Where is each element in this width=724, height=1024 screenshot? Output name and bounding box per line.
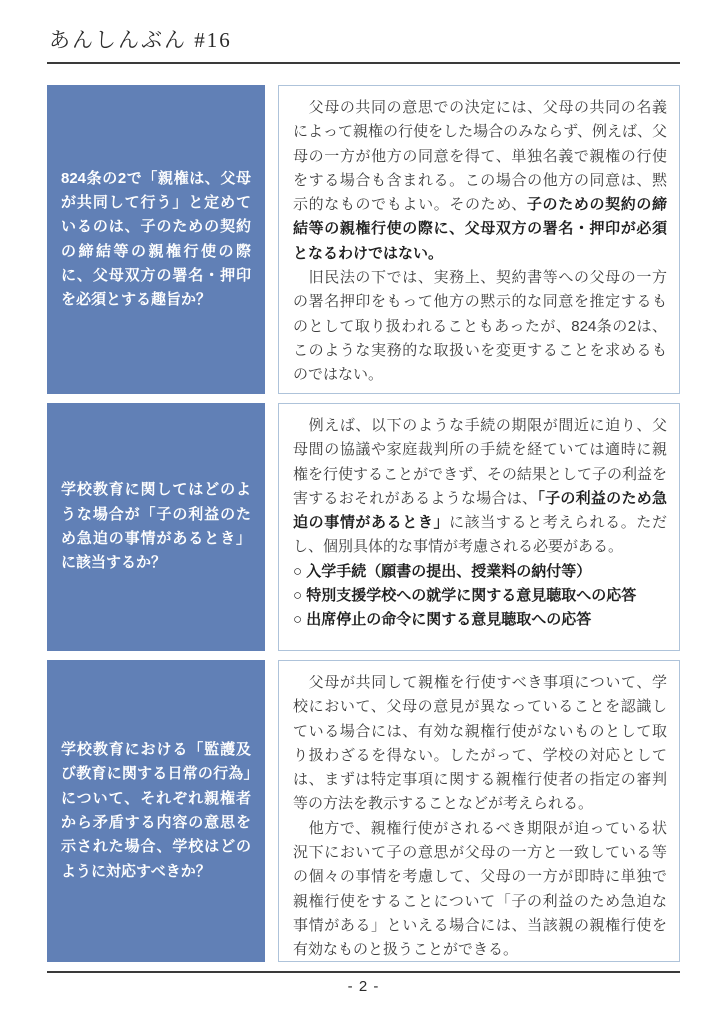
page-footer	[47, 971, 680, 995]
qa-row-3	[47, 660, 680, 962]
answer-paragraph	[293, 414, 667, 560]
answer-text: に該当すると考えられる。ただし、個別具体的な事情が考慮される必要がある。	[293, 514, 667, 556]
question-box-2	[47, 403, 265, 651]
footer-rule	[47, 971, 680, 973]
answer-box-3	[278, 660, 680, 962]
page-title: あんしんぶん #16	[49, 28, 232, 52]
qa-row-1	[47, 85, 680, 394]
answer-paragraph	[293, 817, 667, 962]
answer-paragraph	[293, 671, 667, 817]
answer-text: 父母の共同の意思での決定には、父母の共同の名義によって親権の行使をした場合のみならず、例えば、父母の一方が他方の同意を得て、単独名義で親権の行使をする場合も含まれる。この場合の他方の同意は、黙示的なものでもよい。そのため、	[293, 99, 667, 214]
answer-box-1	[278, 85, 680, 394]
answer-text: ○ 出席停止の命令に関する意見聴取への応答	[293, 611, 592, 629]
answer-paragraph	[293, 96, 667, 266]
answer-text: ○ 入学手続（願書の提出、授業料の納付等）	[293, 562, 592, 580]
header-rule	[47, 62, 680, 64]
answer-text: 旧民法の下では、実務上、契約書等への父母の一方の署名押印をもって他方の黙示的な同意を推定するものとして取り扱われることもあったが、824条の2は、このような実務的な取扱いを変更することを求めるものではない。	[293, 269, 667, 384]
answer-bullet-item	[293, 560, 667, 584]
page-header	[47, 24, 680, 64]
answer-bullet-item	[293, 584, 667, 608]
answer-bold-text: 「子の利益のため急迫の事情があるとき」	[293, 489, 667, 532]
page-number: - 2 -	[347, 978, 380, 995]
answer-text: 例えば、以下のような手続の期限が間近に迫り、父母間の協議や家庭裁判所の手続を経ていては適時に親権を行使することができず、その結果として子の利益を害するおそれがあるような場合は、	[293, 417, 667, 507]
question-box-1	[47, 85, 265, 394]
question-text-2: 学校教育に関してはどのような場合が「子の利益のため急迫の事情があるとき」に該当するか？	[61, 481, 251, 572]
question-text-1: 824条の2で「親権は、父母が共同して行う」と定めているのは、子のための契約の締結等の親権行使の際に、父母双方の署名・押印を必須とする趣旨か？	[61, 169, 251, 309]
answer-text: ○ 特別支援学校への就学に関する意見聴取への応答	[293, 587, 637, 605]
answer-text: 他方で、親権行使がされるべき期限が迫っている状況下において子の意思が父母の一方と一致している等の個々の事情を考慮して、父母の一方が即時に単独で親権行使をすることについて「子の利益のため急迫な事情がある」といえる場合には、当該親の親権行使を有効なものと扱うことができる。	[293, 819, 667, 959]
question-text-3: 学校教育における「監護及び教育に関する日常の行為」について、それぞれ親権者から矛盾する内容の意思を示された場合、学校はどのように対応すべきか？	[61, 741, 251, 880]
answer-paragraph	[293, 266, 667, 387]
answer-bullet-item	[293, 608, 667, 632]
answer-box-2	[278, 403, 680, 651]
question-box-3	[47, 660, 265, 962]
qa-row-2	[47, 403, 680, 651]
answer-text: 父母が共同して親権を行使すべき事項について、学校において、父母の意見が異なっていることを認識している場合には、有効な親権行使がないものとして取り扱わざるを得ない。したがって、学校の対応としては、まずは特定事項に関する親権行使者の指定の審判等の方法を教示することなどが考えられる。	[293, 674, 667, 813]
answer-bold-text: 子のための契約の締結等の親権行使の際に、父母双方の署名・押印が必須となるわけではない。	[293, 196, 667, 262]
